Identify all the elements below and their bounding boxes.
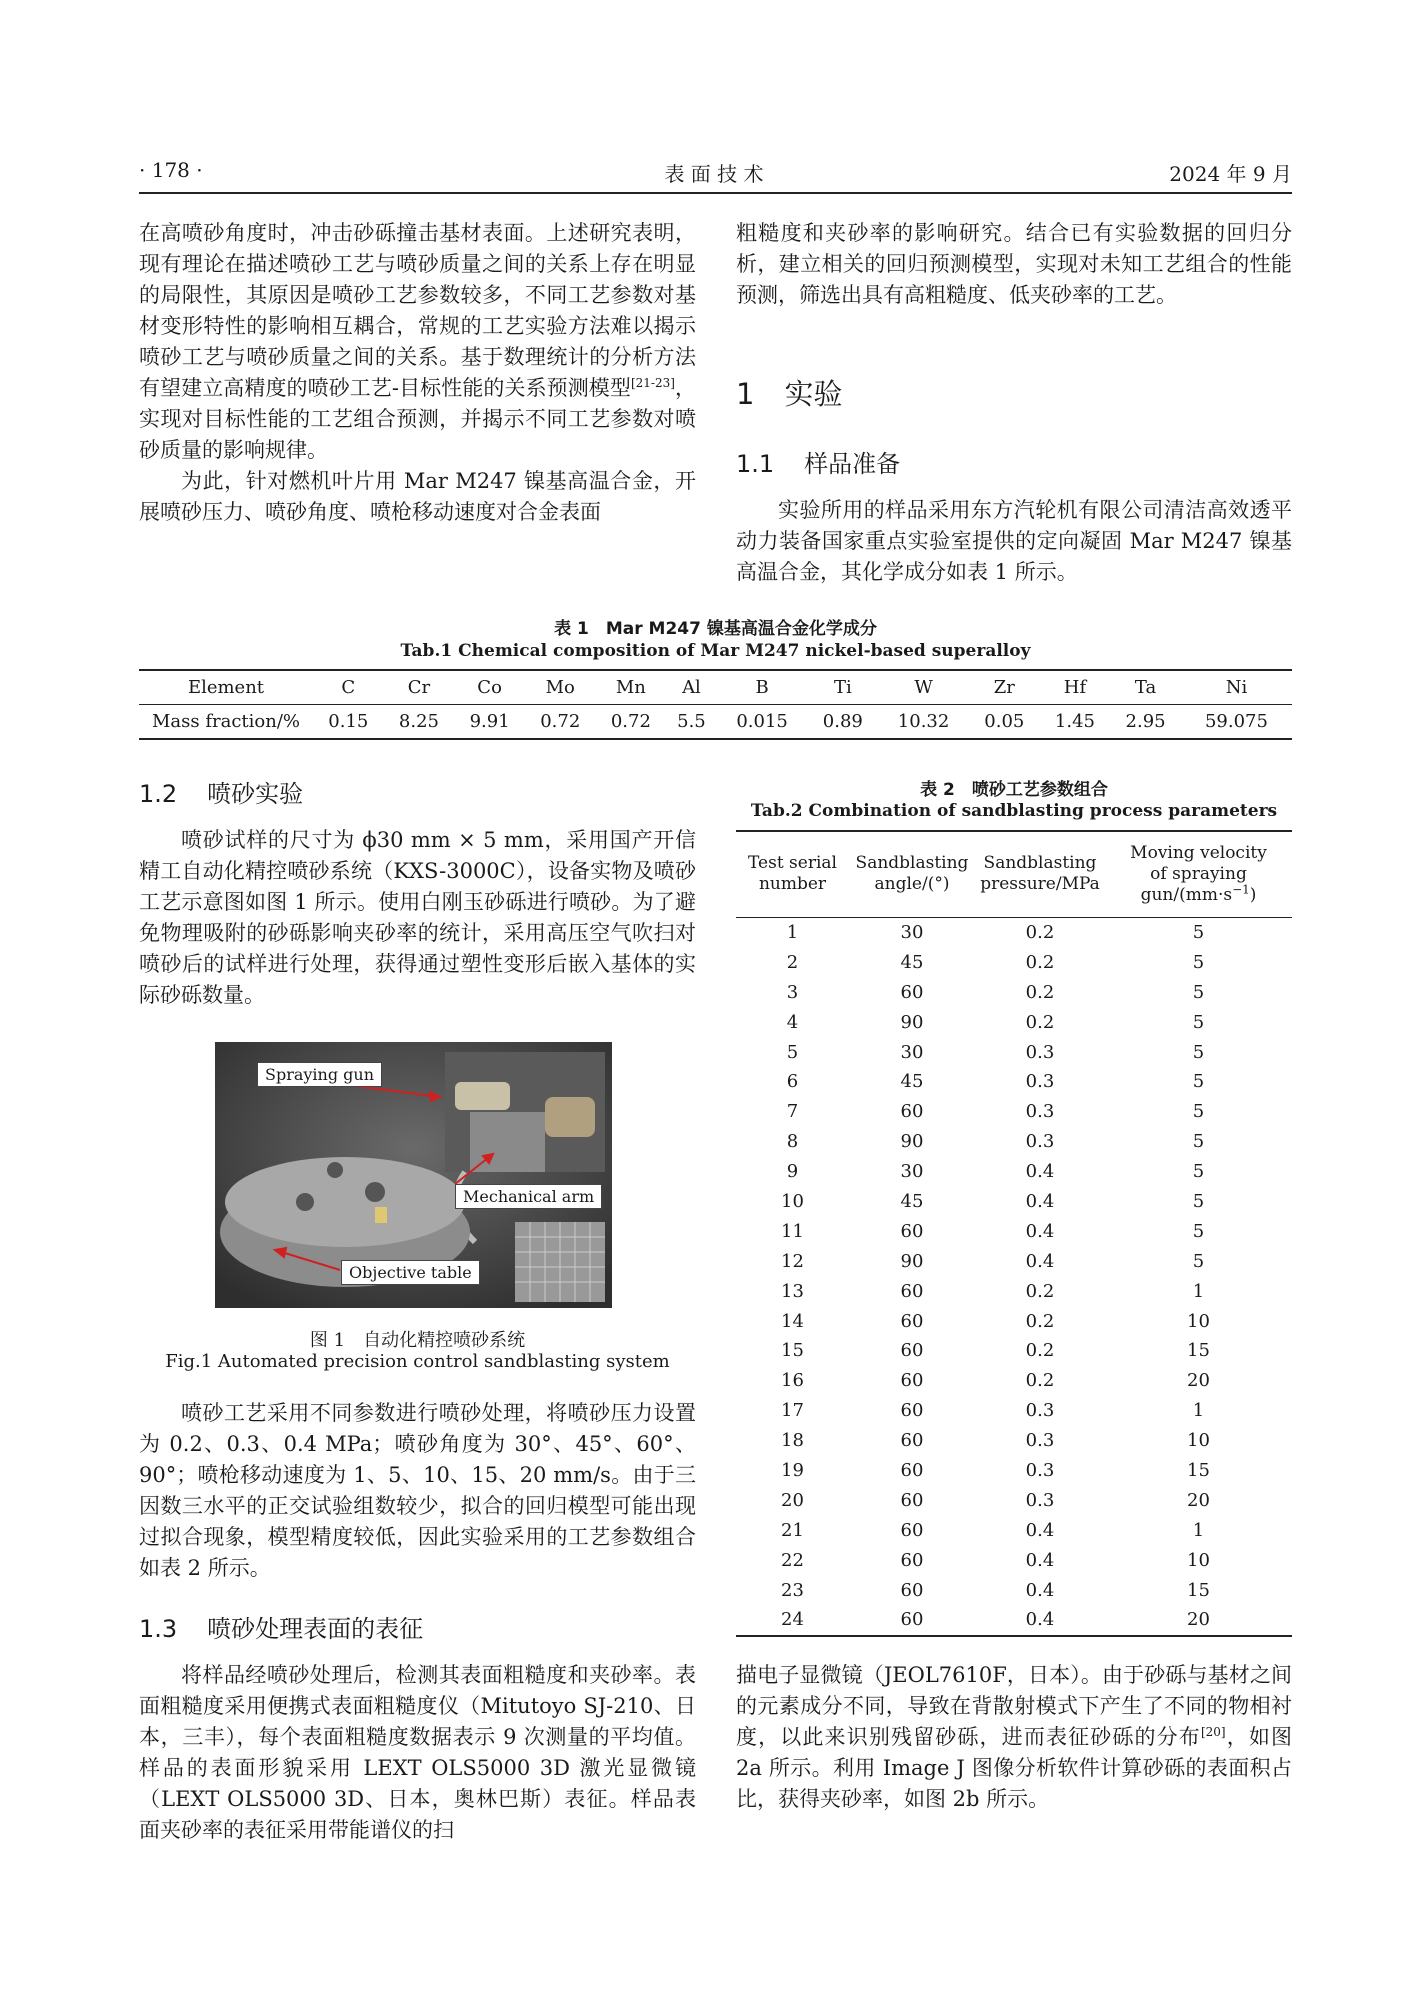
- table-row: [736, 1426, 1292, 1456]
- element-header-cell: Mo: [545, 677, 575, 698]
- table-row: [736, 1067, 1292, 1097]
- table-header-row: [736, 831, 1292, 917]
- table-cell: 60: [900, 1459, 924, 1481]
- table-cell: 22: [781, 1549, 804, 1571]
- table-row: [736, 1216, 1292, 1246]
- table-cell: 0.3: [1025, 1071, 1055, 1093]
- mass-fraction-cell: 8.25: [398, 711, 439, 732]
- table-cell: 30: [900, 1041, 924, 1063]
- table-cell: 1: [1192, 1280, 1205, 1302]
- process-parameters-table: [736, 830, 1292, 1637]
- mass-fraction-cell: 0.72: [540, 711, 581, 732]
- table-cell: 60: [900, 1101, 924, 1123]
- table-cell: 60: [900, 1370, 924, 1392]
- table-cell: 5: [1192, 1131, 1205, 1153]
- table-cell: 14: [781, 1310, 804, 1332]
- table-row: [736, 977, 1292, 1007]
- table-cell: 60: [900, 1609, 924, 1631]
- issue-date: 2024 年 9 月: [1169, 162, 1292, 186]
- table-cell: 0.4: [1025, 1161, 1055, 1183]
- table-cell: 5: [1192, 1011, 1205, 1033]
- table-cell: 23: [781, 1579, 804, 1601]
- table-cell: 0.4: [1025, 1609, 1055, 1631]
- table-cell: 0.3: [1025, 1400, 1055, 1422]
- table-cell: 7: [786, 1101, 799, 1123]
- table-cell: 60: [900, 1400, 924, 1422]
- table-cell: 0.2: [1025, 1280, 1055, 1302]
- table-cell: 10: [781, 1190, 804, 1212]
- table-cell: 60: [900, 1579, 924, 1601]
- table-cell: 90: [900, 1250, 924, 1272]
- table-cell: 90: [900, 1131, 924, 1153]
- table-row: [736, 1575, 1292, 1605]
- table-cell: 8: [786, 1131, 799, 1153]
- column-header-angle: Sandblasting angle/(°): [855, 853, 969, 895]
- table-cell: 0.3: [1025, 1131, 1055, 1153]
- table-cell: 45: [900, 1190, 924, 1212]
- figure-label-objective-table: Objective table: [341, 1260, 480, 1285]
- paragraph: 描电子显微镜（JEOL7610F，日本）。由于砂砾与基材之间的元素成分不同，导致在背散射模式下产生了不同的物相衬度，以此来识别残留砂砾，进而表征砂砾的分布[20]，如图 2a 所示。利用 Image J 图像分析软件计算砂砾的表面积占比，获得夹砂率，如图 2b 所示。: [736, 1663, 1292, 1811]
- table2-caption-cn: 表 2 喷砂工艺参数组合: [920, 780, 1108, 800]
- mass-fraction-cell: 0.89: [822, 711, 863, 732]
- table-header-row: [139, 670, 1292, 705]
- table2-caption-en: Tab.2 Combination of sandblasting process parameters: [750, 801, 1278, 821]
- table-cell: 15: [781, 1340, 804, 1362]
- figure1-photo: [215, 1042, 612, 1308]
- section-heading-1-3: 1.3 喷砂处理表面的表征: [139, 1615, 424, 1643]
- table-cell: 60: [900, 1549, 924, 1571]
- table-row: [736, 1605, 1292, 1636]
- element-header-cell: B: [755, 677, 769, 698]
- table-row: [139, 705, 1292, 740]
- table-row: [736, 1306, 1292, 1336]
- table-cell: 30: [900, 921, 924, 943]
- element-header-cell: Zr: [993, 677, 1015, 698]
- figure-label-spraying-gun: Spraying gun: [257, 1062, 382, 1087]
- table-cell: 0.2: [1025, 981, 1055, 1003]
- table-cell: 0.4: [1025, 1579, 1055, 1601]
- table-cell: 15: [1187, 1340, 1210, 1362]
- row-label: Element: [187, 677, 265, 698]
- table-cell: 10: [1187, 1549, 1210, 1571]
- table-row: [736, 1187, 1292, 1217]
- journal-name: 表 面 技 术: [664, 162, 764, 186]
- table-cell: 0.4: [1025, 1190, 1055, 1212]
- mass-fraction-cell: 1.45: [1054, 711, 1095, 732]
- section-heading-1-2: 1.2 喷砂实验: [139, 780, 304, 808]
- left-column-characterization-text: [139, 1660, 696, 1846]
- row-label: Mass fraction/%: [151, 711, 301, 732]
- paragraph: 喷砂工艺采用不同参数进行喷砂处理，将喷砂压力设置为 0.2、0.3、0.4 MPa；喷砂角度为 30°、45°、60°、90°；喷枪移动速度为 1、5、10、15、20 mm/s。由于三因数三水平的正交试验组数较少，拟合的回归模型可能出现过拟合现象，模型精度较低，因此实验采用的工艺参数组合如表 2 所示。: [139, 1401, 696, 1580]
- table1-caption-cn: 表 1 Mar M247 镍基高温合金化学成分: [554, 619, 877, 639]
- table-cell: 12: [781, 1250, 804, 1272]
- table2: [736, 830, 1292, 1637]
- table-row: [736, 1336, 1292, 1366]
- table-row: [736, 1037, 1292, 1067]
- header-rule: [139, 192, 1292, 194]
- element-header-cell: Co: [477, 677, 502, 698]
- table-row: [736, 1246, 1292, 1276]
- table-cell: 30: [900, 1161, 924, 1183]
- table-row: [736, 1097, 1292, 1127]
- table-cell: 5: [1192, 1250, 1205, 1272]
- table-cell: 1: [1192, 1400, 1205, 1422]
- mass-fraction-cell: 9.91: [469, 711, 510, 732]
- column-header-pressure: Sandblasting pressure/MPa: [980, 853, 1100, 895]
- paragraph: 喷砂试样的尺寸为 ϕ30 mm × 5 mm，采用国产开信精工自动化精控喷砂系统（KXS-3000C），设备实物及喷砂工艺示意图如图 1 所示。使用白刚玉砂砾进行喷砂。为了避免物理吸附的砂砾影响夹砂率的统计，采用高压空气吹扫对喷砂后的试样进行处理，获得通过塑性变形后嵌入基体的实际砂砾数量。: [139, 828, 696, 1007]
- table-cell: 6: [786, 1071, 799, 1093]
- table-row: [736, 1127, 1292, 1157]
- paragraph: 粗糙度和夹砂率的影响研究。结合已有实验数据的回归分析，建立相关的回归预测模型，实现对未知工艺组合的性能预测，筛选出具有高粗糙度、低夹砂率的工艺。: [736, 221, 1292, 307]
- table-cell: 0.2: [1025, 1011, 1055, 1033]
- table-cell: 0.2: [1025, 921, 1055, 943]
- table-cell: 5: [786, 1041, 799, 1063]
- table-cell: 20: [1187, 1370, 1210, 1392]
- table-cell: 60: [900, 1489, 924, 1511]
- table-cell: 5: [1192, 1101, 1205, 1123]
- paragraph: 在高喷砂角度时，冲击砂砾撞击基材表面。上述研究表明，现有理论在描述喷砂工艺与喷砂质量之间的关系上存在明显的局限性，其原因是喷砂工艺参数较多，不同工艺参数对基材变形特性的影响相互耦合，常规的工艺实验方法难以揭示喷砂工艺与喷砂质量之间的关系。基于数理统计的分析方法有望建立高精度的喷砂工艺-目标性能的关系预测模型[21-23]，实现对目标性能的工艺组合预测，并揭示不同工艺参数对喷砂质量的影响规律。: [139, 221, 697, 462]
- figure1-caption-cn: 图 1 自动化精控喷砂系统: [309, 1330, 526, 1351]
- table-cell: 20: [1187, 1489, 1210, 1511]
- table-row: [736, 947, 1292, 977]
- table-row: [736, 1545, 1292, 1575]
- paragraph: 将样品经喷砂处理后，检测其表面粗糙度和夹砂率。表面粗糙度采用便携式表面粗糙度仪（Mitutoyo SJ-210、日本，三丰），每个表面粗糙度数据表示 9 次测量的平均值。样品的表面形貌采用 LEXT OLS5000 3D 激光显微镜（LEXT OLS5000 3D、日本，奥林巴斯）表征。样品表面夹砂率的表征采用带能谱仪的扫: [139, 1663, 696, 1842]
- table-cell: 5: [1192, 1220, 1205, 1242]
- table-row: [736, 1485, 1292, 1515]
- table-cell: 0.4: [1025, 1549, 1055, 1571]
- element-header-cell: Ti: [833, 677, 852, 698]
- table-row: [736, 1515, 1292, 1545]
- table-cell: 0.2: [1025, 1370, 1055, 1392]
- table-cell: 45: [900, 1071, 924, 1093]
- section-heading-1: 1 实验: [736, 377, 843, 411]
- element-header-cell: Mn: [615, 677, 646, 698]
- table-cell: 60: [900, 1220, 924, 1242]
- table-row: [736, 1007, 1292, 1037]
- table-cell: 20: [1187, 1609, 1210, 1631]
- element-header-cell: Ta: [1134, 677, 1157, 698]
- table-cell: 24: [781, 1609, 804, 1631]
- table1-caption-en: Tab.1 Chemical composition of Mar M247 nickel-based superalloy: [400, 641, 1031, 661]
- element-header-cell: Al: [682, 677, 701, 698]
- table-cell: 5: [1192, 1041, 1205, 1063]
- table-cell: 60: [900, 1340, 924, 1362]
- table-cell: 5: [1192, 1161, 1205, 1183]
- page-number: · 178 ·: [139, 158, 203, 182]
- table-row: [736, 1366, 1292, 1396]
- left-column-top: [139, 218, 696, 528]
- mass-fraction-cell: 2.95: [1125, 711, 1166, 732]
- citation: [21-23]: [630, 376, 675, 390]
- table-cell: 18: [781, 1430, 804, 1452]
- table-cell: 0.4: [1025, 1220, 1055, 1242]
- table-cell: 19: [781, 1459, 804, 1481]
- table-row: [736, 1396, 1292, 1426]
- composition-table: [139, 669, 1292, 740]
- table-cell: 0.3: [1025, 1041, 1055, 1063]
- table-cell: 60: [900, 981, 924, 1003]
- table-row: [736, 917, 1292, 947]
- right-column-top: [736, 218, 1292, 311]
- table-cell: 5: [1192, 1190, 1205, 1212]
- table-cell: 5: [1192, 951, 1205, 973]
- mass-fraction-cell: 10.32: [897, 711, 950, 732]
- table-cell: 0.4: [1025, 1250, 1055, 1272]
- table-cell: 16: [781, 1370, 804, 1392]
- paragraph: 实验所用的样品采用东方汽轮机有限公司清洁高效透平动力装备国家重点实验室提供的定向凝固 Mar M247 镍基高温合金，其化学成分如表 1 所示。: [736, 498, 1292, 584]
- left-column-parameter-text: [139, 1398, 696, 1584]
- section-heading-1-1: 1.1 样品准备: [736, 450, 901, 478]
- mass-fraction-cell: 0.15: [328, 711, 369, 732]
- table-cell: 3: [786, 981, 799, 1003]
- table-cell: 1: [786, 921, 799, 943]
- figure1-caption-en: Fig.1 Automated precision control sandblasting system: [165, 1351, 670, 1372]
- table-cell: 60: [900, 1430, 924, 1452]
- table-cell: 60: [900, 1519, 924, 1541]
- table-cell: 9: [786, 1161, 799, 1183]
- mass-fraction-cell: 0.05: [984, 711, 1025, 732]
- table-cell: 15: [1187, 1579, 1210, 1601]
- table-row: [736, 1157, 1292, 1187]
- element-header-cell: Ni: [1225, 677, 1248, 698]
- table-cell: 11: [781, 1220, 804, 1242]
- table-cell: 0.3: [1025, 1430, 1055, 1452]
- element-header-cell: W: [914, 677, 933, 698]
- figure-label-mechanical-arm: Mechanical arm: [455, 1184, 602, 1209]
- right-column-bottom-text: [736, 1660, 1292, 1815]
- table-cell: 5: [1192, 1071, 1205, 1093]
- right-column-sample-text: [736, 495, 1292, 588]
- table-cell: 0.2: [1025, 951, 1055, 973]
- table-cell: 5: [1192, 981, 1205, 1003]
- table-cell: 5: [1192, 921, 1205, 943]
- column-header-test-number: Test serial number: [748, 853, 837, 895]
- table-cell: 0.3: [1025, 1459, 1055, 1481]
- table-cell: 10: [1187, 1310, 1210, 1332]
- table-cell: 0.3: [1025, 1101, 1055, 1123]
- table-cell: 1: [1192, 1519, 1205, 1541]
- table-cell: 10: [1187, 1430, 1210, 1452]
- table-row: [736, 1456, 1292, 1486]
- table-cell: 20: [781, 1489, 804, 1511]
- element-header-cell: Hf: [1063, 677, 1087, 698]
- table-cell: 60: [900, 1310, 924, 1332]
- table-cell: 90: [900, 1011, 924, 1033]
- table-cell: 21: [781, 1519, 804, 1541]
- column-header-velocity: Moving velocity of spraying gun/$(mm\cdot s^{-1})$: [1130, 842, 1267, 905]
- table-cell: 60: [900, 1280, 924, 1302]
- left-column-sandblasting-text: [139, 825, 696, 1011]
- table-body: [736, 917, 1292, 1636]
- table-cell: 4: [786, 1011, 799, 1033]
- table-cell: 0.3: [1025, 1489, 1055, 1511]
- table-cell: 2: [786, 951, 799, 973]
- table-row: [736, 1276, 1292, 1306]
- table-cell: 17: [781, 1400, 804, 1422]
- paragraph: 为此，针对燃机叶片用 Mar M247 镍基高温合金，开展喷砂压力、喷砂角度、喷枪移动速度对合金表面: [139, 469, 696, 524]
- element-header-cell: Cr: [407, 677, 431, 698]
- mass-fraction-cell: 0.015: [736, 711, 788, 732]
- mass-fraction-cell: 5.5: [677, 711, 706, 732]
- citation: [20]: [1200, 1725, 1226, 1739]
- mass-fraction-cell: 0.72: [610, 711, 651, 732]
- table-cell: 13: [781, 1280, 804, 1302]
- table-cell: 45: [900, 951, 924, 973]
- table1: [139, 669, 1292, 740]
- table-cell: 0.2: [1025, 1340, 1055, 1362]
- element-header-cell: C: [341, 677, 356, 698]
- table-cell: 0.4: [1025, 1519, 1055, 1541]
- table-cell: 15: [1187, 1459, 1210, 1481]
- table-cell: 0.2: [1025, 1310, 1055, 1332]
- mass-fraction-cell: 59.075: [1204, 711, 1268, 732]
